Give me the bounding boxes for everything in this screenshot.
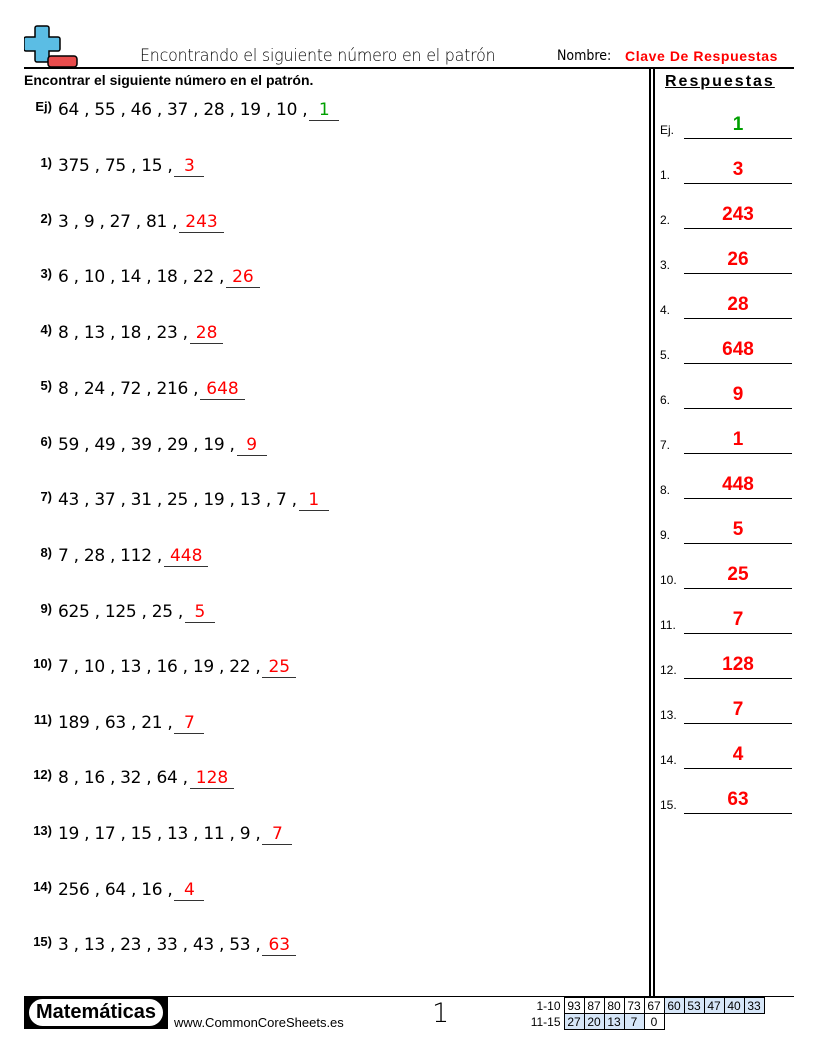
answer-label: 5. <box>660 348 671 362</box>
problem-sequence: 189 , 63 , 21 , <box>58 713 173 733</box>
problem-number: 11) <box>33 712 52 727</box>
answer-key-example <box>660 109 792 139</box>
problem-15 <box>24 935 296 956</box>
answer-line <box>684 273 792 274</box>
problem-1 <box>24 156 204 177</box>
answer-key-12 <box>660 649 792 679</box>
score-row-11-15 <box>528 1014 764 1030</box>
answer-label: 6. <box>660 393 671 407</box>
answer-value: 243 <box>722 204 754 225</box>
problem-sequence: 8 , 16 , 32 , 64 , <box>58 768 188 788</box>
problem-sequence: 8 , 13 , 18 , 23 , <box>58 323 188 343</box>
answer-line <box>684 498 792 499</box>
problem-12 <box>24 768 234 789</box>
column-divider <box>649 69 651 997</box>
problem-number: Ej) <box>35 99 52 114</box>
problem-sequence: 8 , 24 , 72 , 216 , <box>58 379 199 399</box>
answer-label: 10. <box>660 573 677 587</box>
score-empty <box>744 1014 764 1030</box>
brand-badge <box>24 996 168 1029</box>
problem-13 <box>24 824 292 845</box>
answer-line <box>684 543 792 544</box>
problem-number: 14) <box>33 879 52 894</box>
problem-11 <box>24 713 204 734</box>
answer-value: 63 <box>727 789 749 810</box>
answer-blank: 648 <box>200 379 244 400</box>
problem-number: 1) <box>40 155 52 170</box>
answer-value: 25 <box>727 564 749 585</box>
answer-key-11 <box>660 604 792 634</box>
answer-key-7 <box>660 424 792 454</box>
answer-label: 12. <box>660 663 677 677</box>
score-empty <box>664 1014 684 1030</box>
answer-key-14 <box>660 739 792 769</box>
score-empty <box>684 1014 704 1030</box>
problem-3 <box>24 267 260 288</box>
problem-number: 15) <box>33 934 52 949</box>
problem-number: 10) <box>33 656 52 671</box>
answer-line <box>684 138 792 139</box>
problem-sequence: 3 , 9 , 27 , 81 , <box>58 212 178 232</box>
score-cell: 20 <box>584 1014 604 1030</box>
score-cell: 73 <box>624 998 644 1014</box>
header-divider <box>24 67 794 69</box>
score-row-1-10 <box>528 998 764 1014</box>
problem-number: 8) <box>40 545 52 560</box>
answer-blank: 7 <box>174 713 204 734</box>
score-cell: 60 <box>664 998 684 1014</box>
problem-sequence: 256 , 64 , 16 , <box>58 880 173 900</box>
score-cell: 13 <box>604 1014 624 1030</box>
answer-label: 14. <box>660 753 677 767</box>
page-number: 1 <box>432 998 450 1029</box>
problem-4 <box>24 323 223 344</box>
answer-blank: 128 <box>190 768 234 789</box>
problem-number: 12) <box>33 767 52 782</box>
score-cell: 0 <box>644 1014 664 1030</box>
answer-blank: 9 <box>237 435 267 456</box>
answer-label: 13. <box>660 708 677 722</box>
answer-key-10 <box>660 559 792 589</box>
answer-line <box>684 318 792 319</box>
answer-value: 4 <box>732 744 744 765</box>
score-row-label: 11-15 <box>530 1014 561 1029</box>
instructions: Encontrar el siguiente número en el patrón. <box>24 72 314 88</box>
answers-title: Respuestas <box>665 73 775 90</box>
answer-key-4 <box>660 289 792 319</box>
answer-line <box>684 183 792 184</box>
plus-minus-logo-icon <box>24 24 80 68</box>
answer-line <box>684 813 792 814</box>
problem-sequence: 7 , 10 , 13 , 16 , 19 , 22 , <box>58 657 261 677</box>
answer-value: 448 <box>722 474 754 495</box>
brand-label: Matemáticas <box>29 999 163 1026</box>
answer-blank: 3 <box>174 156 204 177</box>
problem-sequence: 625 , 125 , 25 , <box>58 602 183 622</box>
answer-line <box>684 453 792 454</box>
score-row-label: 1-10 <box>536 998 561 1013</box>
answer-value: 128 <box>722 654 754 675</box>
answer-label: 4. <box>660 303 671 317</box>
answer-key-5 <box>660 334 792 364</box>
problem-number: 4) <box>40 322 52 337</box>
problem-number: 3) <box>40 266 52 281</box>
problem-number: 13) <box>33 823 52 838</box>
answer-line <box>684 588 792 589</box>
answer-label: 11. <box>660 618 676 632</box>
problem-number: 6) <box>40 434 52 449</box>
answer-value: 1 <box>732 429 744 450</box>
score-table <box>528 997 765 1030</box>
problem-5 <box>24 379 245 400</box>
answer-line <box>684 633 792 634</box>
answer-blank: 5 <box>185 602 215 623</box>
problem-6 <box>24 435 267 456</box>
answer-label: 7. <box>660 438 671 452</box>
answer-value: 26 <box>727 249 749 270</box>
problem-number: 5) <box>40 378 52 393</box>
answer-key-9 <box>660 514 792 544</box>
problem-10 <box>24 657 296 678</box>
problem-number: 2) <box>40 211 52 226</box>
problem-sequence: 6 , 10 , 14 , 18 , 22 , <box>58 267 225 287</box>
answer-blank: 243 <box>179 212 223 233</box>
answer-line <box>684 408 792 409</box>
problem-number: 9) <box>40 601 52 616</box>
site-url: www.CommonCoreSheets.es <box>174 1015 344 1030</box>
problem-number: 7) <box>40 489 52 504</box>
answer-line <box>684 678 792 679</box>
answer-value: 7 <box>732 699 744 720</box>
problem-sequence: 64 , 55 , 46 , 37 , 28 , 19 , 10 , <box>58 100 308 120</box>
answer-key-6 <box>660 379 792 409</box>
score-cell: 67 <box>644 998 664 1014</box>
answer-blank: 7 <box>262 824 292 845</box>
problem-7 <box>24 490 329 511</box>
answer-blank: 63 <box>262 935 296 956</box>
answer-label: Ej. <box>660 123 675 137</box>
answer-blank: 1 <box>309 100 339 121</box>
problem-sequence: 59 , 49 , 39 , 29 , 19 , <box>58 435 235 455</box>
score-cell: 53 <box>684 998 704 1014</box>
answer-line <box>684 228 792 229</box>
name-label: Nombre: <box>557 48 612 64</box>
answer-blank: 26 <box>226 267 260 288</box>
answer-value: 7 <box>732 609 744 630</box>
answer-blank: 4 <box>174 880 204 901</box>
answer-blank: 25 <box>262 657 296 678</box>
answer-key-3 <box>660 244 792 274</box>
answer-line <box>684 363 792 364</box>
answer-key-2 <box>660 199 792 229</box>
problem-2 <box>24 212 224 233</box>
answer-key-1 <box>660 154 792 184</box>
problem-sequence: 375 , 75 , 15 , <box>58 156 173 176</box>
problem-sequence: 7 , 28 , 112 , <box>58 546 162 566</box>
problem-sequence: 19 , 17 , 15 , 13 , 11 , 9 , <box>58 824 261 844</box>
answer-value: 28 <box>727 294 749 315</box>
problem-example <box>24 100 339 121</box>
answer-blank: 448 <box>164 546 208 567</box>
column-divider <box>653 69 655 997</box>
score-cell: 7 <box>624 1014 644 1030</box>
answer-key-15 <box>660 784 792 814</box>
score-cell: 80 <box>604 998 624 1014</box>
score-cell: 87 <box>584 998 604 1014</box>
problem-14 <box>24 880 204 901</box>
problem-8 <box>24 546 208 567</box>
problem-9 <box>24 602 215 623</box>
answer-label: 8. <box>660 483 671 497</box>
problem-sequence: 43 , 37 , 31 , 25 , 19 , 13 , 7 , <box>58 490 297 510</box>
answer-key-13 <box>660 694 792 724</box>
score-cell: 40 <box>724 998 744 1014</box>
answer-label: 9. <box>660 528 671 542</box>
worksheet-title: Encontrando el siguiente número en el patrón <box>140 46 496 66</box>
answer-label: 15. <box>660 798 677 812</box>
answer-blank: 28 <box>190 323 224 344</box>
score-cell: 93 <box>564 998 584 1014</box>
answer-value: 3 <box>732 159 744 180</box>
score-cell: 27 <box>564 1014 584 1030</box>
answer-label: 1. <box>660 168 671 182</box>
score-cell: 33 <box>744 998 764 1014</box>
answer-value: 648 <box>722 339 754 360</box>
score-empty <box>724 1014 744 1030</box>
answer-value: 1 <box>732 114 744 135</box>
answer-blank: 1 <box>299 490 329 511</box>
answer-line <box>684 723 792 724</box>
score-cell: 47 <box>704 998 724 1014</box>
problem-sequence: 3 , 13 , 23 , 33 , 43 , 53 , <box>58 935 261 955</box>
answer-label: 3. <box>660 258 671 272</box>
answer-value: 5 <box>732 519 744 540</box>
answer-key-8 <box>660 469 792 499</box>
name-value: Clave De Respuestas <box>625 48 779 64</box>
answer-line <box>684 768 792 769</box>
answer-value: 9 <box>732 384 744 405</box>
score-empty <box>704 1014 724 1030</box>
answer-label: 2. <box>660 213 671 227</box>
